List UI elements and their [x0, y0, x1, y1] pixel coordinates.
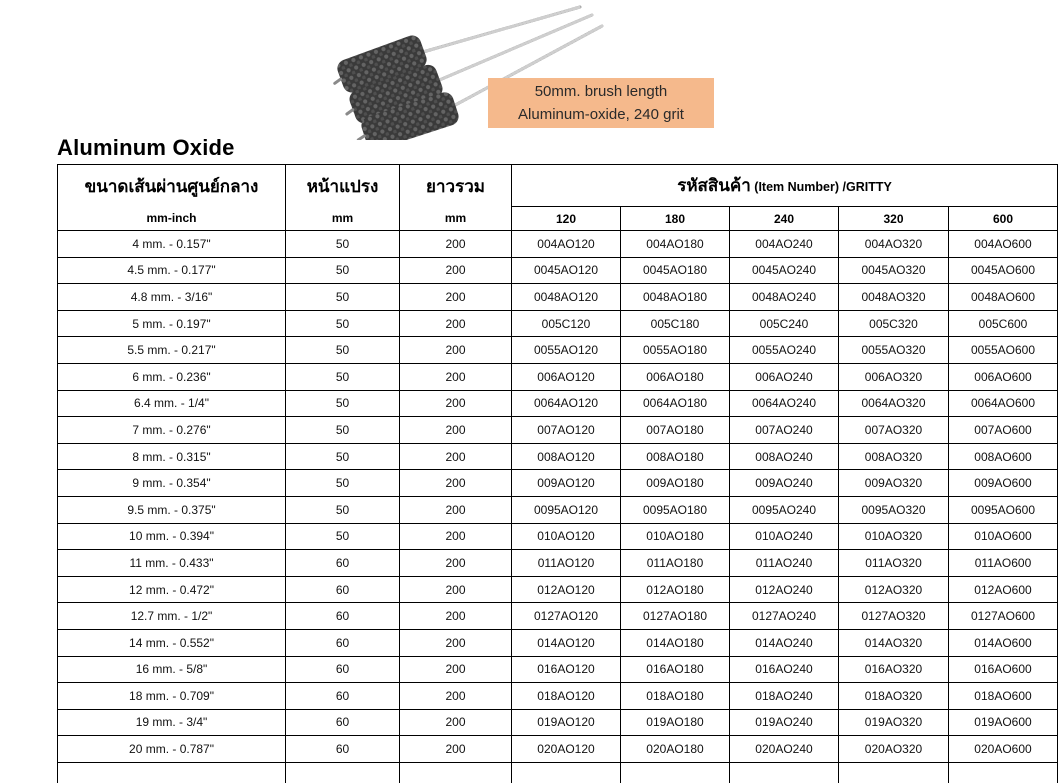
- code-cell: 018AO320: [839, 683, 949, 710]
- code-cell: 004AO600: [949, 231, 1058, 258]
- length-cell: 200: [400, 496, 512, 523]
- code-cell: 008AO320: [839, 443, 949, 470]
- length-cell: 200: [400, 683, 512, 710]
- length-cell: 200: [400, 523, 512, 550]
- code-cell: 006AO320: [839, 363, 949, 390]
- table-row: [58, 390, 1058, 417]
- code-cell: 004AO120: [512, 231, 621, 258]
- brush-spec-callout: [488, 78, 714, 128]
- length-cell: 200: [400, 603, 512, 630]
- length-cell: 200: [400, 709, 512, 736]
- table-row: [58, 496, 1058, 523]
- code-cell: 006AO180: [621, 363, 730, 390]
- table-row-partial: [58, 762, 1058, 783]
- table-row: [58, 629, 1058, 656]
- table-row: [58, 576, 1058, 603]
- table-row: [58, 231, 1058, 258]
- code-cell: 0045AO240: [730, 257, 839, 284]
- size-cell: 8 mm. - 0.315": [58, 443, 286, 470]
- face-cell: 50: [286, 523, 400, 550]
- table-row: [58, 523, 1058, 550]
- code-cell: 016AO180: [621, 656, 730, 683]
- face-cell: 60: [286, 683, 400, 710]
- code-cell: 012AO320: [839, 576, 949, 603]
- length-cell: 200: [400, 443, 512, 470]
- code-cell: 005C120: [512, 310, 621, 337]
- code-cell: 008AO120: [512, 443, 621, 470]
- face-cell: 60: [286, 709, 400, 736]
- header-item-number-thai: รหัสสินค้า: [677, 176, 751, 195]
- header-grit-600: 600: [949, 207, 1058, 231]
- size-cell: 5.5 mm. - 0.217": [58, 337, 286, 364]
- code-cell: 0055AO120: [512, 337, 621, 364]
- code-cell: 009AO120: [512, 470, 621, 497]
- code-cell: 0095AO120: [512, 496, 621, 523]
- length-cell: 200: [400, 284, 512, 311]
- product-spec-table: [57, 164, 1058, 783]
- code-cell: 0127AO320: [839, 603, 949, 630]
- code-cell: 016AO320: [839, 656, 949, 683]
- page-title: Aluminum Oxide: [57, 135, 235, 160]
- code-cell: 010AO240: [730, 523, 839, 550]
- face-cell: 50: [286, 496, 400, 523]
- size-cell: 9 mm. - 0.354": [58, 470, 286, 497]
- face-cell: 50: [286, 284, 400, 311]
- size-cell: 6.4 mm. - 1/4": [58, 390, 286, 417]
- size-cell: 4.5 mm. - 0.177": [58, 257, 286, 284]
- code-cell: 0064AO600: [949, 390, 1058, 417]
- length-cell: 200: [400, 576, 512, 603]
- callout-line-2: Aluminum-oxide, 240 grit: [518, 106, 684, 123]
- length-cell: 200: [400, 363, 512, 390]
- code-cell: 020AO600: [949, 736, 1058, 763]
- code-cell: 019AO120: [512, 709, 621, 736]
- code-cell: 0064AO180: [621, 390, 730, 417]
- code-cell: 0127AO180: [621, 603, 730, 630]
- code-cell: 014AO180: [621, 629, 730, 656]
- code-cell: 005C600: [949, 310, 1058, 337]
- table-row: [58, 603, 1058, 630]
- length-cell: 200: [400, 257, 512, 284]
- code-cell: 0048AO240: [730, 284, 839, 311]
- table-body: [58, 231, 1058, 783]
- code-cell: 018AO120: [512, 683, 621, 710]
- length-cell: 200: [400, 470, 512, 497]
- header-grit-120: 120: [512, 207, 621, 231]
- face-cell: 60: [286, 736, 400, 763]
- face-cell: 50: [286, 337, 400, 364]
- code-cell: 0055AO600: [949, 337, 1058, 364]
- code-cell: 018AO240: [730, 683, 839, 710]
- code-cell: 0048AO120: [512, 284, 621, 311]
- code-cell: 0045AO180: [621, 257, 730, 284]
- header-diameter-title: ขนาดเส้นผ่านศูนย์กลาง: [84, 177, 259, 196]
- size-cell: 19 mm. - 3/4": [58, 709, 286, 736]
- code-cell: 016AO120: [512, 656, 621, 683]
- face-cell: 60: [286, 629, 400, 656]
- code-cell: 012AO180: [621, 576, 730, 603]
- code-cell: 0055AO180: [621, 337, 730, 364]
- code-cell: 0064AO240: [730, 390, 839, 417]
- code-cell: 014AO320: [839, 629, 949, 656]
- size-cell: 12 mm. - 0.472": [58, 576, 286, 603]
- length-cell: [400, 762, 512, 783]
- length-cell: 200: [400, 231, 512, 258]
- code-cell: 005C240: [730, 310, 839, 337]
- code-cell: 0095AO240: [730, 496, 839, 523]
- size-cell: 20 mm. - 0.787": [58, 736, 286, 763]
- code-cell: [839, 762, 949, 783]
- face-cell: 60: [286, 550, 400, 577]
- size-cell: 11 mm. - 0.433": [58, 550, 286, 577]
- code-cell: 0064AO320: [839, 390, 949, 417]
- callout-line-1: 50mm. brush length: [534, 83, 668, 100]
- code-cell: [512, 762, 621, 783]
- size-cell: 9.5 mm. - 0.375": [58, 496, 286, 523]
- code-cell: 004AO320: [839, 231, 949, 258]
- table-row: [58, 443, 1058, 470]
- code-cell: 0095AO320: [839, 496, 949, 523]
- code-cell: 006AO240: [730, 363, 839, 390]
- face-cell: 50: [286, 390, 400, 417]
- code-cell: 009AO600: [949, 470, 1058, 497]
- header-grit-240: 240: [730, 207, 839, 231]
- size-cell: [58, 762, 286, 783]
- table-row: [58, 257, 1058, 284]
- length-cell: 200: [400, 656, 512, 683]
- length-cell: 200: [400, 337, 512, 364]
- code-cell: 006AO120: [512, 363, 621, 390]
- face-cell: 60: [286, 656, 400, 683]
- header-diameter-unit: mm-inch: [146, 211, 197, 225]
- table-row: [58, 470, 1058, 497]
- code-cell: 0127AO240: [730, 603, 839, 630]
- code-cell: 006AO600: [949, 363, 1058, 390]
- size-cell: 18 mm. - 0.709": [58, 683, 286, 710]
- code-cell: 007AO180: [621, 417, 730, 444]
- header-total-length: [400, 165, 512, 231]
- length-cell: 200: [400, 310, 512, 337]
- code-cell: 020AO180: [621, 736, 730, 763]
- code-cell: 008AO600: [949, 443, 1058, 470]
- code-cell: 007AO240: [730, 417, 839, 444]
- code-cell: 0055AO240: [730, 337, 839, 364]
- face-cell: 50: [286, 310, 400, 337]
- code-cell: 014AO240: [730, 629, 839, 656]
- code-cell: 011AO600: [949, 550, 1058, 577]
- table-row: [58, 284, 1058, 311]
- length-cell: 200: [400, 736, 512, 763]
- code-cell: [730, 762, 839, 783]
- code-cell: 019AO240: [730, 709, 839, 736]
- code-cell: 004AO180: [621, 231, 730, 258]
- size-cell: 7 mm. - 0.276": [58, 417, 286, 444]
- size-cell: 14 mm. - 0.552": [58, 629, 286, 656]
- code-cell: 012AO600: [949, 576, 1058, 603]
- face-cell: [286, 762, 400, 783]
- code-cell: 012AO240: [730, 576, 839, 603]
- table-row: [58, 656, 1058, 683]
- table-row: [58, 683, 1058, 710]
- code-cell: 008AO180: [621, 443, 730, 470]
- code-cell: 010AO120: [512, 523, 621, 550]
- header-diameter: [58, 165, 286, 231]
- code-cell: 005C320: [839, 310, 949, 337]
- code-cell: 0045AO120: [512, 257, 621, 284]
- code-cell: 014AO600: [949, 629, 1058, 656]
- code-cell: 0045AO320: [839, 257, 949, 284]
- table-row: [58, 709, 1058, 736]
- code-cell: 008AO240: [730, 443, 839, 470]
- header-item-number-en: (Item Number) /GRITTY: [750, 180, 892, 194]
- header-total-length-unit: mm: [444, 211, 467, 225]
- face-cell: 50: [286, 363, 400, 390]
- table-row: [58, 550, 1058, 577]
- code-cell: 007AO120: [512, 417, 621, 444]
- code-cell: 009AO320: [839, 470, 949, 497]
- code-cell: 005C180: [621, 310, 730, 337]
- code-cell: 007AO320: [839, 417, 949, 444]
- code-cell: 0095AO180: [621, 496, 730, 523]
- header-brush-face-title: หน้าแปรง: [306, 177, 379, 196]
- code-cell: 019AO320: [839, 709, 949, 736]
- header-grit-320: 320: [839, 207, 949, 231]
- code-cell: 0045AO600: [949, 257, 1058, 284]
- face-cell: 50: [286, 470, 400, 497]
- code-cell: 004AO240: [730, 231, 839, 258]
- brush-heads: [330, 33, 461, 140]
- code-cell: 010AO600: [949, 523, 1058, 550]
- code-cell: 007AO600: [949, 417, 1058, 444]
- code-cell: 0127AO600: [949, 603, 1058, 630]
- code-cell: 012AO120: [512, 576, 621, 603]
- code-cell: 011AO180: [621, 550, 730, 577]
- header-item-number: [512, 165, 1058, 207]
- table-row: [58, 417, 1058, 444]
- code-cell: 016AO600: [949, 656, 1058, 683]
- code-cell: 011AO320: [839, 550, 949, 577]
- code-cell: 014AO120: [512, 629, 621, 656]
- code-cell: 0055AO320: [839, 337, 949, 364]
- size-cell: 16 mm. - 5/8": [58, 656, 286, 683]
- code-cell: 020AO120: [512, 736, 621, 763]
- code-cell: 009AO240: [730, 470, 839, 497]
- length-cell: 200: [400, 417, 512, 444]
- code-cell: 019AO600: [949, 709, 1058, 736]
- code-cell: 011AO120: [512, 550, 621, 577]
- code-cell: 010AO180: [621, 523, 730, 550]
- table-row: [58, 736, 1058, 763]
- face-cell: 50: [286, 417, 400, 444]
- face-cell: 60: [286, 603, 400, 630]
- code-cell: 016AO240: [730, 656, 839, 683]
- code-cell: 010AO320: [839, 523, 949, 550]
- face-cell: 50: [286, 257, 400, 284]
- face-cell: 50: [286, 231, 400, 258]
- size-cell: 4.8 mm. - 3/16": [58, 284, 286, 311]
- size-cell: 10 mm. - 0.394": [58, 523, 286, 550]
- code-cell: 0048AO600: [949, 284, 1058, 311]
- length-cell: 200: [400, 550, 512, 577]
- size-cell: 4 mm. - 0.157": [58, 231, 286, 258]
- face-cell: 50: [286, 443, 400, 470]
- code-cell: 0048AO320: [839, 284, 949, 311]
- length-cell: 200: [400, 390, 512, 417]
- length-cell: 200: [400, 629, 512, 656]
- code-cell: 018AO180: [621, 683, 730, 710]
- size-cell: 6 mm. - 0.236": [58, 363, 286, 390]
- code-cell: 009AO180: [621, 470, 730, 497]
- table-row: [58, 337, 1058, 364]
- header-total-length-title: ยาวรวม: [426, 177, 485, 196]
- code-cell: 018AO600: [949, 683, 1058, 710]
- size-cell: 5 mm. - 0.197": [58, 310, 286, 337]
- code-cell: 020AO240: [730, 736, 839, 763]
- code-cell: 0095AO600: [949, 496, 1058, 523]
- code-cell: 019AO180: [621, 709, 730, 736]
- table-row: [58, 310, 1058, 337]
- header-brush-face: [286, 165, 400, 231]
- size-cell: 12.7 mm. - 1/2": [58, 603, 286, 630]
- code-cell: 020AO320: [839, 736, 949, 763]
- code-cell: 0127AO120: [512, 603, 621, 630]
- code-cell: [949, 762, 1058, 783]
- header-brush-face-unit: mm: [331, 211, 354, 225]
- header-grit-180: 180: [621, 207, 730, 231]
- code-cell: [621, 762, 730, 783]
- table-row: [58, 363, 1058, 390]
- face-cell: 60: [286, 576, 400, 603]
- code-cell: 0048AO180: [621, 284, 730, 311]
- code-cell: 011AO240: [730, 550, 839, 577]
- code-cell: 0064AO120: [512, 390, 621, 417]
